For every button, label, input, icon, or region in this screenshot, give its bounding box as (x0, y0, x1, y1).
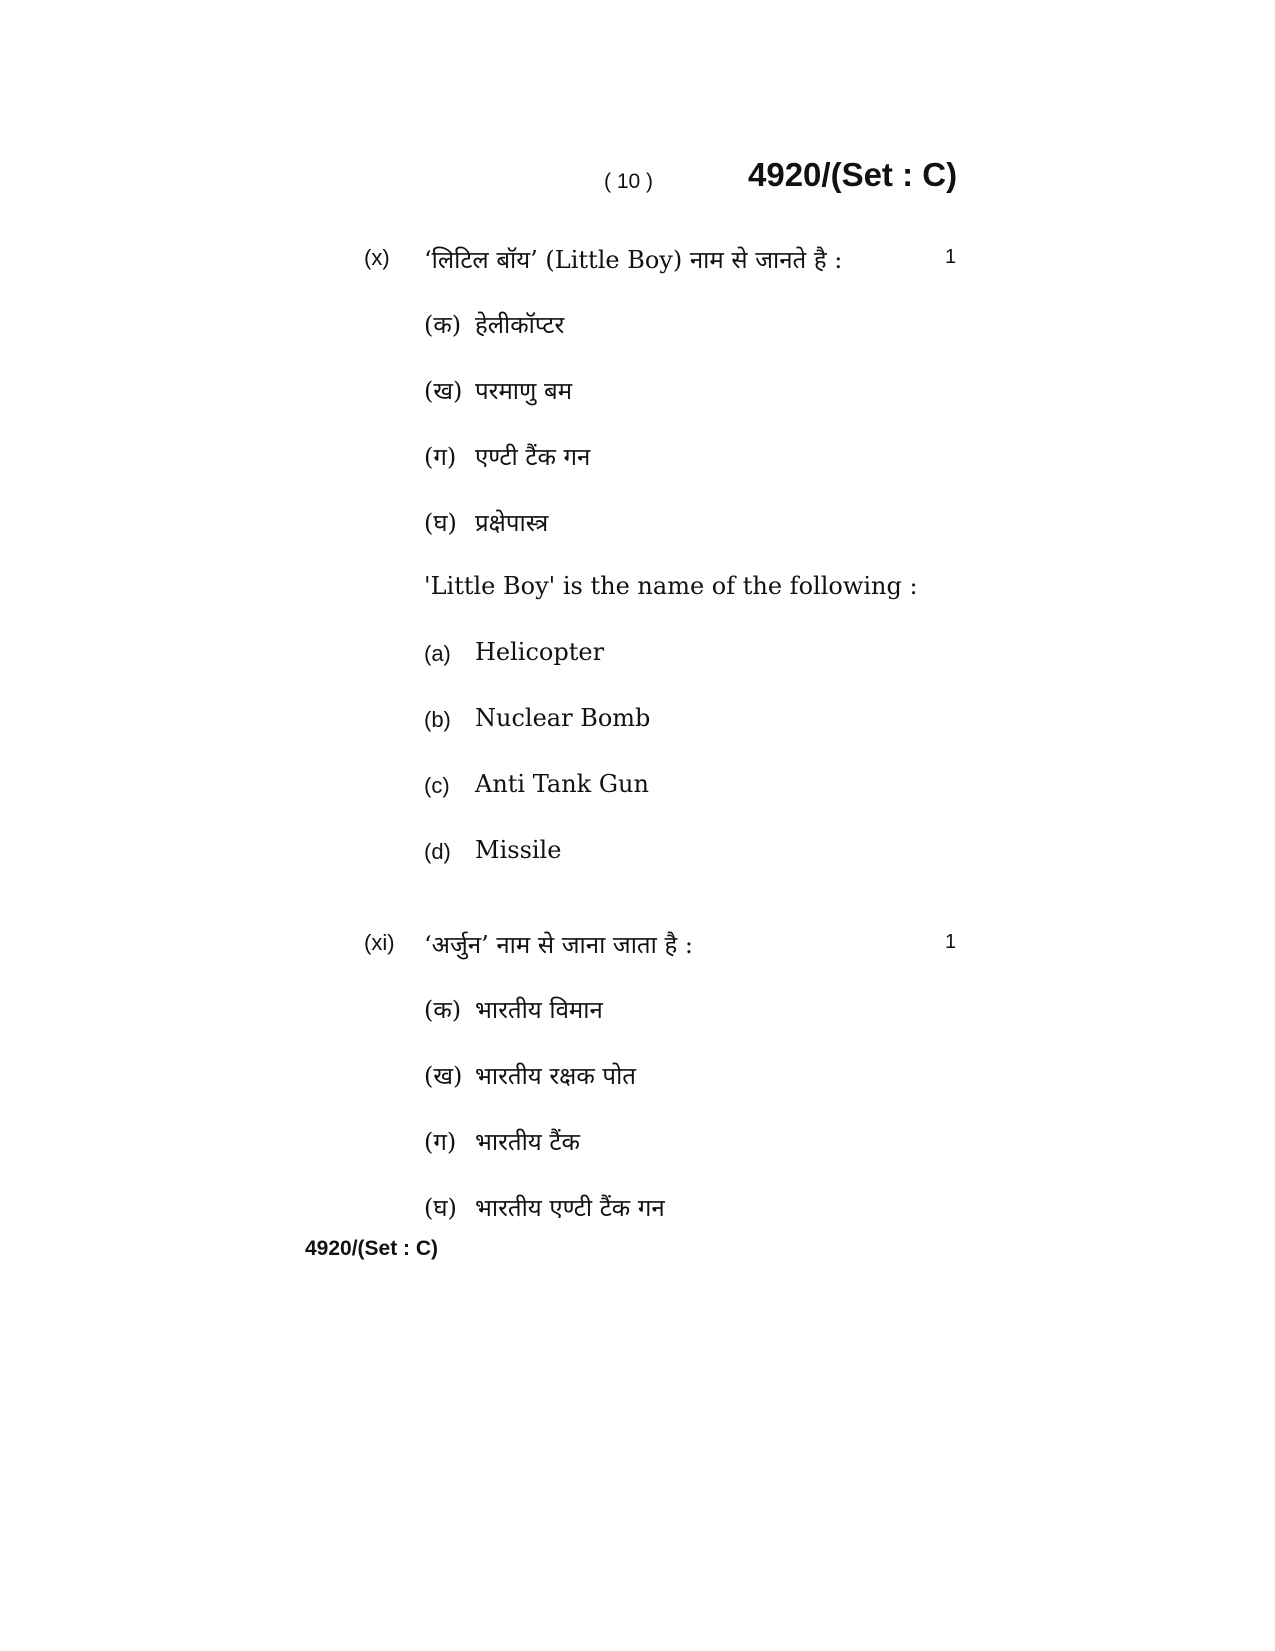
page-number: ( 10 ) (604, 170, 654, 193)
option-label: (ग) (424, 1128, 457, 1156)
option-text: Anti Tank Gun (475, 770, 649, 798)
question-text-english-x: 'Little Boy' is the name of the following : (424, 572, 918, 600)
option-text: Missile (475, 836, 562, 864)
question-text-hindi-x: ‘लिटिल बॉय’ (Little Boy) नाम से जानते है : (424, 246, 843, 274)
question-number-x: (x) (364, 245, 390, 270)
option-label: (घ) (424, 1194, 457, 1222)
option-text: प्रक्षेपास्त्र (475, 509, 549, 537)
option-text: परमाणु बम (475, 377, 573, 405)
option-text: हेलीकॉप्टर (475, 311, 565, 339)
option-text: एण्टी टैंक गन (475, 443, 591, 471)
paper-code-header: 4920/(Set : C) (748, 156, 958, 193)
option-text: Helicopter (475, 638, 605, 666)
option-label: (ख) (424, 377, 463, 405)
option-label: (ख) (424, 1062, 463, 1090)
question-marks-xi: 1 (945, 931, 957, 953)
option-text: भारतीय एण्टी टैंक गन (475, 1194, 665, 1222)
option-text: भारतीय टैंक (475, 1128, 580, 1156)
option-label: (घ) (424, 509, 457, 537)
option-label: (क) (424, 996, 462, 1024)
option-text: भारतीय विमान (475, 996, 603, 1024)
option-text: Nuclear Bomb (475, 704, 651, 732)
option-label: (c) (424, 773, 450, 798)
option-label: (क) (424, 311, 462, 339)
option-label: (a) (424, 641, 451, 666)
paper-code-footer: 4920/(Set : C) (305, 1237, 439, 1260)
option-text: भारतीय रक्षक पोत (475, 1062, 636, 1090)
question-number-xi: (xi) (364, 930, 395, 955)
option-label: (d) (424, 839, 451, 864)
option-label: (ग) (424, 443, 457, 471)
question-marks-x: 1 (945, 246, 957, 268)
question-text-hindi-xi: ‘अर्जुन’ नाम से जाना जाता है : (424, 931, 693, 959)
option-label: (b) (424, 707, 451, 732)
